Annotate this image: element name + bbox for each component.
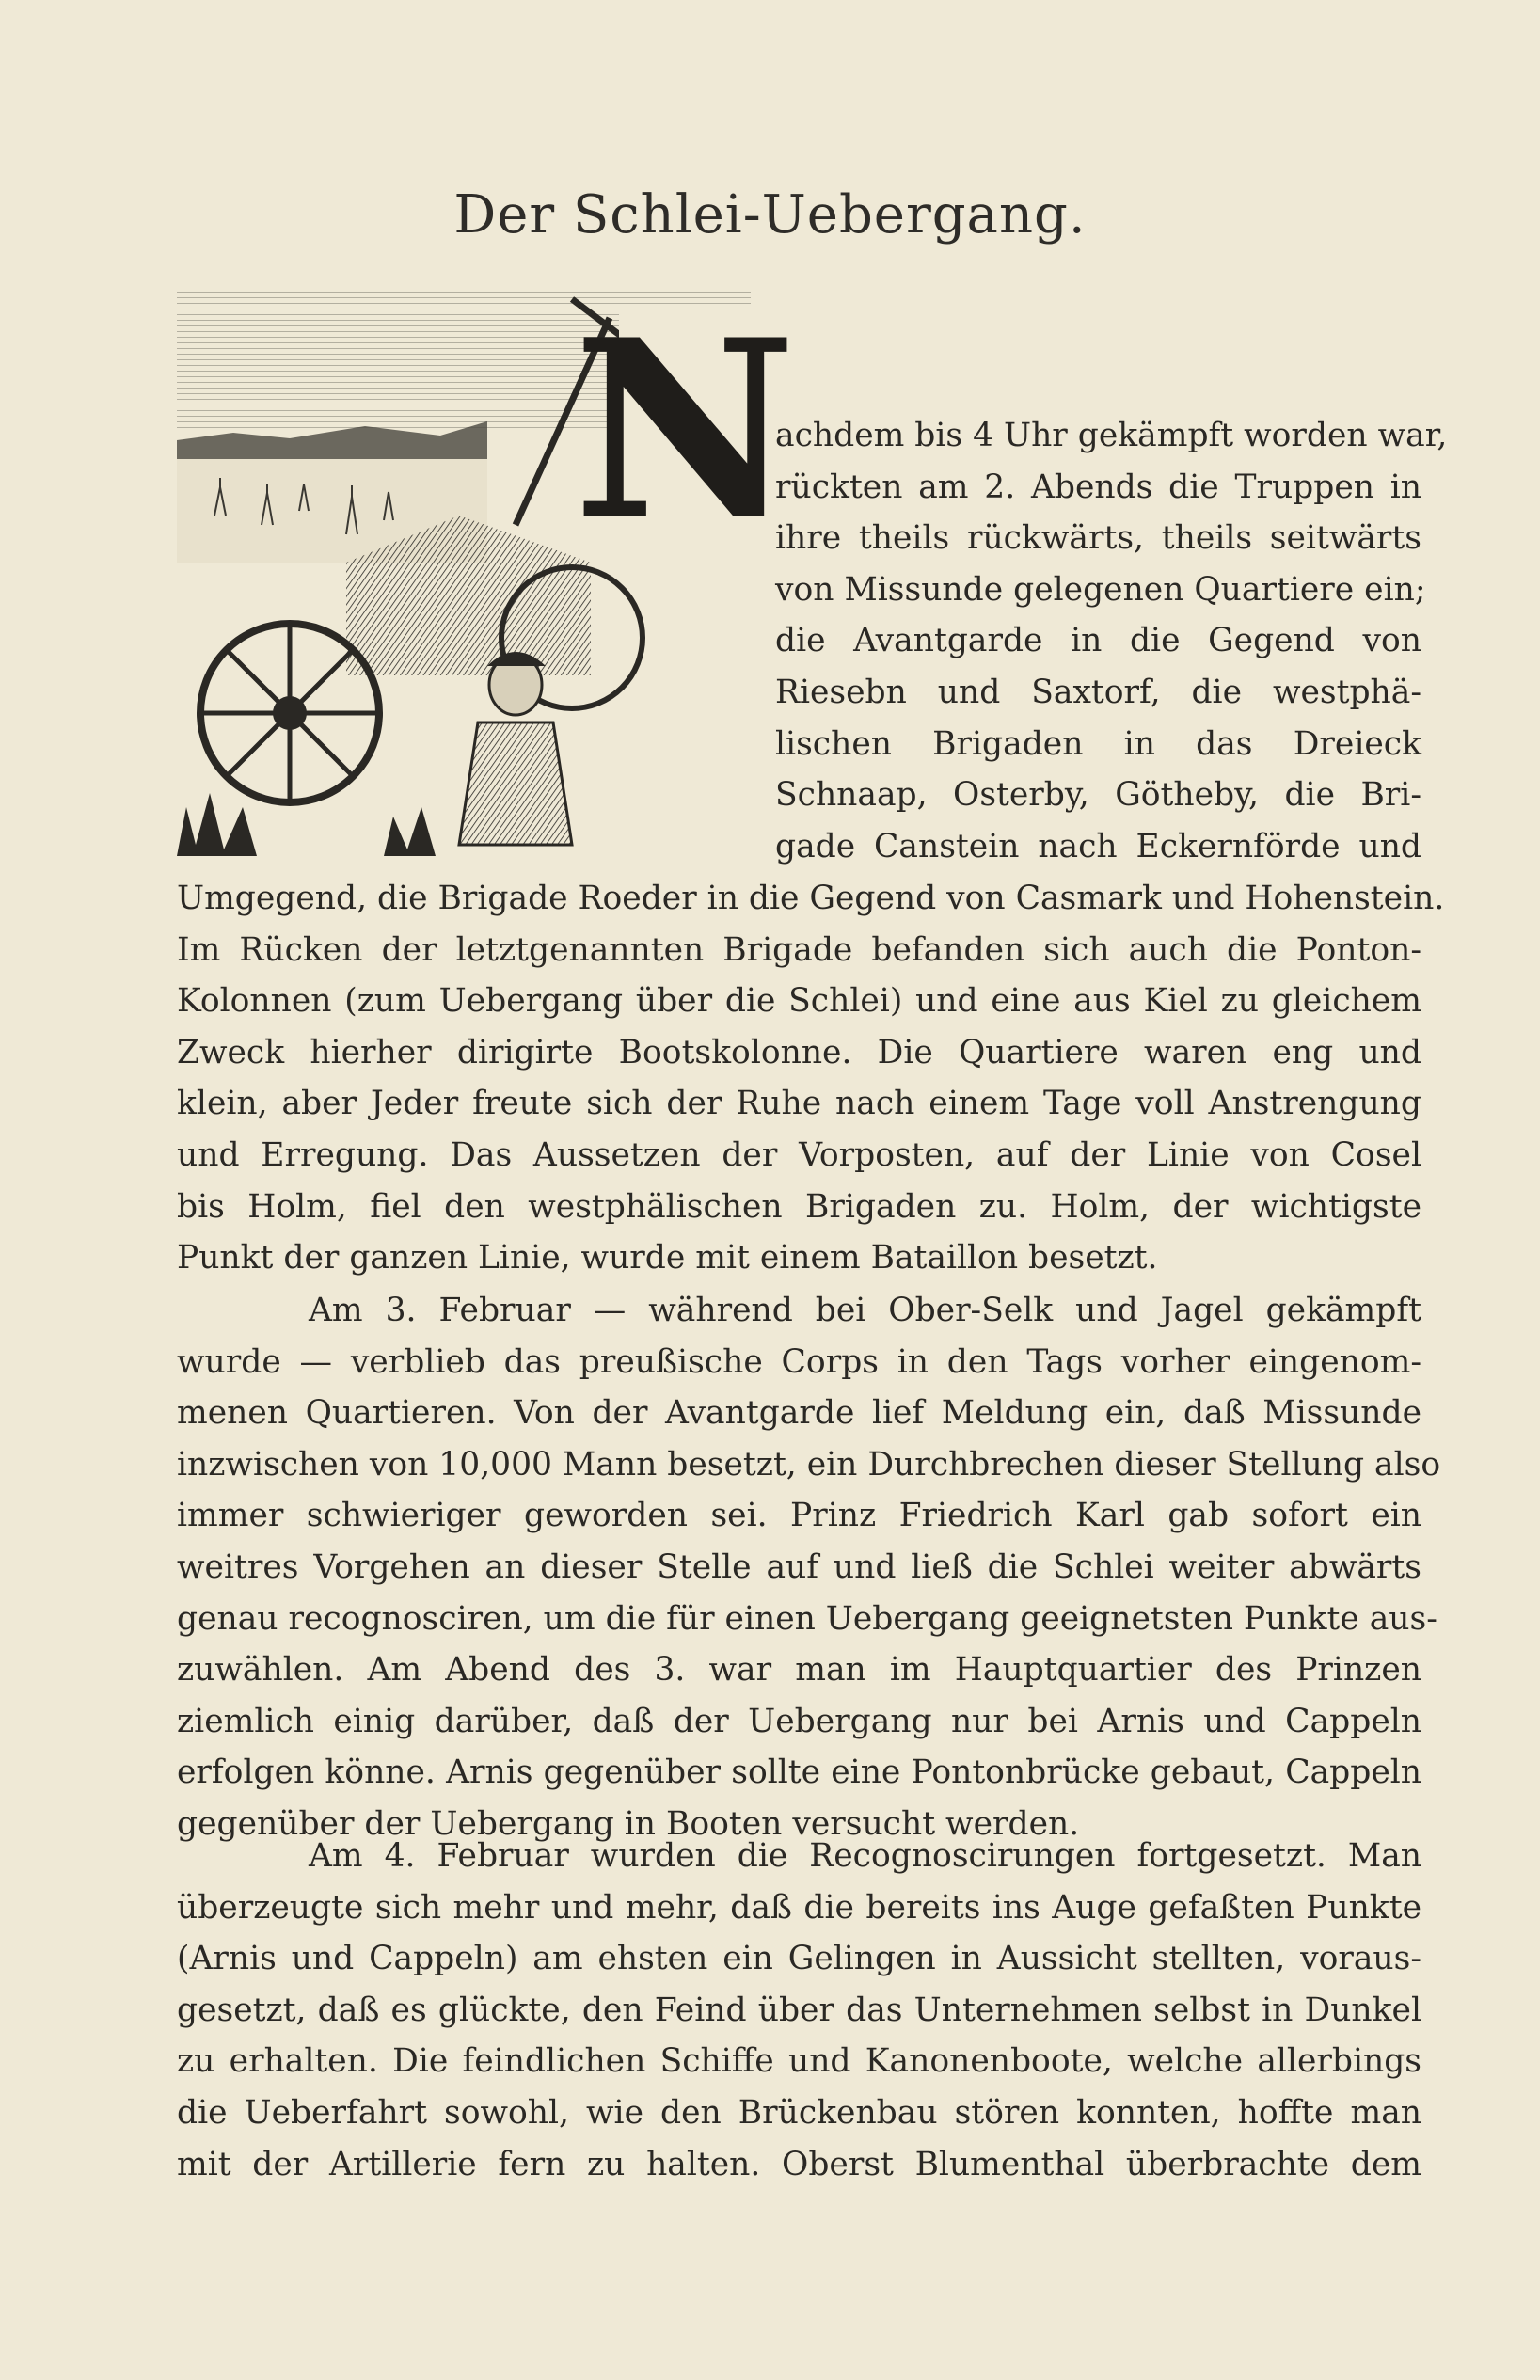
text-line: Riesebn und Saxtorf, die westphä- [775, 673, 1421, 711]
text-line: ihre theils rückwärts, theils seitwärts [775, 519, 1421, 558]
svg-text:N: N [573, 287, 797, 574]
text-line: zu erhalten. Die feindlichen Schiffe und Kanonenboote, welche allerbings [177, 2042, 1421, 2081]
text-line: Im Rücken der letztgenannten Brigade befanden sich auch die Ponton- [177, 930, 1421, 969]
text-line: ziemlich einig darüber, daß der Uebergang nur bei Arnis und Cappeln [177, 1702, 1421, 1740]
text-line: Am 3. Februar — während bei Ober-Selk und Jagel gekämpft [309, 1292, 1421, 1329]
text-line: achdem bis 4 Uhr gekämpft worden war, [775, 417, 1448, 454]
text-line: gade Canstein nach Eckernförde und [775, 827, 1421, 865]
text-line: bis Holm, fiel den westphälischen Brigaden zu. Holm, der wichtigste [177, 1187, 1421, 1226]
paragraph-1-full-width [177, 873, 1445, 1284]
text-line: erfolgen könne. Arnis gegenüber sollte eine Pontonbrücke gebaut, Cappeln [177, 1753, 1421, 1792]
text-line: inzwischen von 10,000 Mann besetzt, ein Durchbrechen dieser Stellung also [177, 1445, 1441, 1484]
paragraph-1-beside-illustration [775, 410, 1448, 872]
text-line: mit der Artillerie fern zu halten. Oberst Blumenthal überbrachte dem [177, 2145, 1421, 2183]
text-line: von Missunde gelegenen Quartiere ein; [775, 570, 1426, 609]
text-line: genau recognosciren, um die für einen Uebergang geeignetsten Punkte aus- [177, 1599, 1437, 1638]
text-line: die Ueberfahrt sowohl, wie den Brückenbau stören konnten, hoffte man [177, 2093, 1421, 2132]
text-line: Zweck hierher dirigirte Bootskolonne. Die Quartiere waren eng und [177, 1033, 1421, 1071]
text-line: überzeugte sich mehr und mehr, daß die bereits ins Auge gefaßten Punkte [177, 1888, 1421, 1927]
paragraph-3 [177, 1831, 1421, 2190]
text-line: Umgegend, die Brigade Roeder in die Gegend von Casmark und Hohenstein. [177, 880, 1445, 917]
text-line: wurde — verblieb das preußische Corps in den Tags vorher eingenom- [177, 1342, 1421, 1381]
text-line: klein, aber Jeder freute sich der Ruhe nach einem Tage voll Anstrengung [177, 1085, 1421, 1123]
text-line: immer schwieriger geworden sei. Prinz Friedrich Karl gab sofort ein [177, 1497, 1421, 1535]
text-line: und Erregung. Das Aussetzen der Vorposten, auf der Linie von Cosel [177, 1135, 1421, 1174]
text-line: Am 4. Februar wurden die Recognoscirungen fortgesetzt. Man [309, 1837, 1421, 1875]
text-line: Kolonnen (zum Uebergang über die Schlei) und eine aus Kiel zu gleichem [177, 982, 1421, 1021]
drop-cap [573, 287, 797, 574]
soldier-figure [459, 652, 572, 845]
text-line: Punkt der ganzen Linie, wurde mit einem Bataillon besetzt. [177, 1239, 1158, 1277]
text-line: die Avantgarde in die Gegend von [775, 622, 1421, 660]
text-line: lischen Brigaden in das Dreieck [775, 724, 1421, 763]
text-line: menen Quartieren. Von der Avantgarde lief Meldung ein, daß Missunde [177, 1394, 1421, 1433]
engraving-illustration [177, 280, 797, 856]
text-line: gesetzt, daß es glückte, den Feind über das Unternehmen selbst in Dunkel [177, 1991, 1421, 2029]
text-line: weitres Vorgehen an dieser Stelle auf und ließ die Schlei weiter abwärts [177, 1547, 1421, 1586]
text-line: gegenüber der Uebergang in Booten versucht werden. [177, 1804, 1080, 1843]
paragraph-2 [177, 1285, 1441, 1850]
text-line: Schnaap, Osterby, Götheby, die Bri- [775, 776, 1421, 815]
wagon-wheel [200, 624, 379, 802]
text-line: rückten am 2. Abends die Truppen in [775, 468, 1421, 506]
page-title: Der Schlei-Uebergang. [453, 184, 1087, 246]
text-line: (Arnis und Cappeln) am ehsten ein Gelingen in Aussicht stellten, voraus- [177, 1940, 1421, 1978]
text-line: zuwählen. Am Abend des 3. war man im Hauptquartier des Prinzen [177, 1651, 1421, 1690]
